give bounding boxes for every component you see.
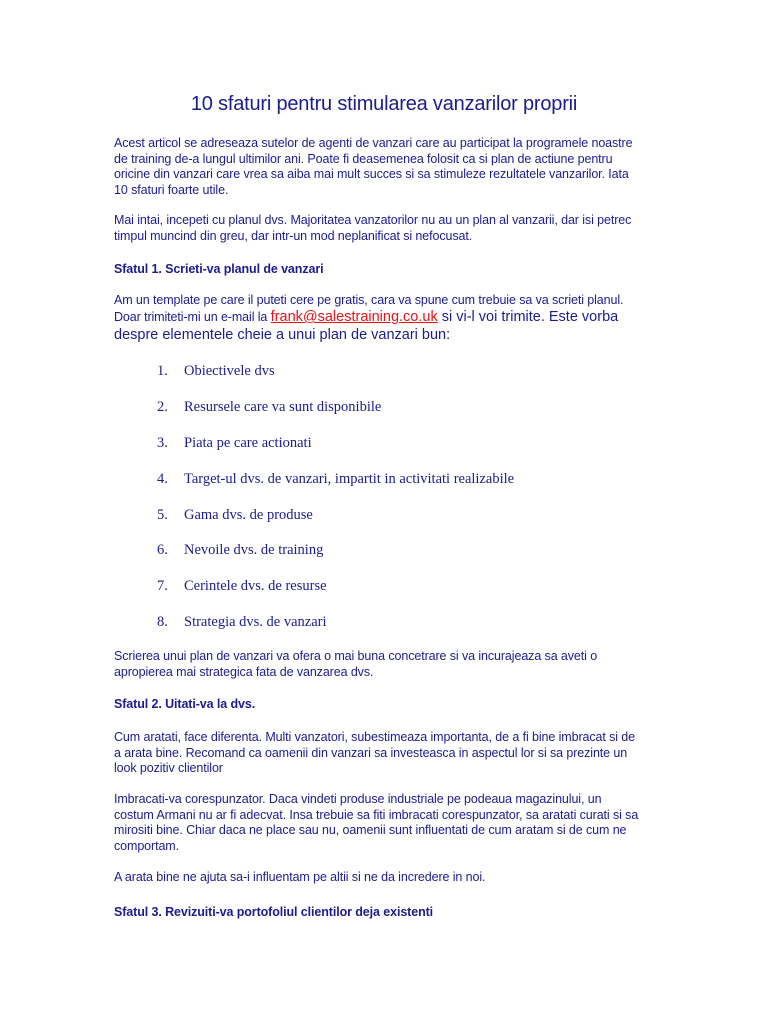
list-item-text: Obiectivele dvs	[184, 363, 275, 379]
list-item-number: 3.	[157, 435, 168, 451]
intro2-line: timpul muncind din greu, dar intr-un mod neplanificat si nefocusat.	[114, 228, 473, 243]
intro2-paragraph	[114, 213, 674, 244]
list-item	[157, 542, 323, 559]
list-item-text: Resursele care va sunt disponibile	[184, 399, 382, 415]
list-item-number: 2.	[157, 399, 168, 415]
tip2-paragraph-2: Imbracati-va corespunzator. Daca vindeti produse industriale pe podeaua magazinului, un costum Armani nu ar fi adecvat. Insa trebuie sa fiti imbracati corespunzator, sa aratati curati si sa mirositi bine. Chiar daca ne place sau nu, oamenii sunt influentati de cum aratam si de cum ne comportam.	[114, 792, 639, 853]
tip1-line3: despre elementele cheie a unui plan de vanzari bun:	[114, 327, 451, 343]
list-item-number: 4.	[157, 471, 168, 487]
tip2-paragraph-1: Cum aratati, face diferenta. Multi vanzatori, subestimeaza importanta, de a fi bine imbracat si de a arata bine. Recomand ca oamenii din vanzari sa investeasca in aspectul lor si sa prezinte un look pozitiv clientilor	[114, 730, 636, 775]
email-link[interactable]: frank@salestraining.co.uk	[270, 309, 438, 325]
tip1-line1: Am un template pe care il puteti cere pe gratis, cara va spune cum trebuie sa va scrieti planul.	[114, 293, 624, 307]
list-item-text: Cerintele dvs. de resurse	[184, 578, 327, 594]
intro-paragraph	[114, 136, 674, 198]
list-item	[157, 435, 312, 452]
list-item	[157, 578, 327, 595]
list-item	[157, 363, 275, 380]
list-item-number: 6.	[157, 542, 168, 558]
intro-line: 10 sfaturi foarte utile.	[114, 182, 229, 197]
list-item	[157, 471, 514, 488]
list-item	[157, 614, 327, 631]
list-item-number: 5.	[157, 507, 168, 523]
document-title: 10 sfaturi pentru stimularea vanzarilor proprii	[190, 93, 578, 115]
tip1-line2-suffix: si vi-l voi trimite. Este vorba	[437, 309, 619, 325]
intro-line: oricine din vanzari care vrea sa aiba mai mult succes si sa stimuleze rezultatele vanzarilor. Iata	[114, 167, 629, 181]
intro2-line: Mai intai, incepeti cu planul dvs. Majoritatea vanzatorilor nu au un plan al vanzarii, dar isi petrec	[114, 213, 632, 227]
intro-line: Acest articol se adreseaza sutelor de agenti de vanzari care au participat la programele noastre	[114, 136, 633, 150]
list-item-text: Nevoile dvs. de training	[184, 542, 324, 558]
tip1-line2-prefix: Doar trimiteti-mi un e-mail la	[114, 310, 271, 324]
list-item-number: 8.	[157, 614, 168, 630]
tip1-closing: Scrierea unui plan de vanzari va ofera o mai buna concetrare si va incurajeaza sa aveti o apropierea mai strategica fata de vanzarea dvs.	[114, 649, 598, 679]
list-item	[157, 399, 381, 416]
list-item-number: 7.	[157, 578, 168, 594]
intro-line: de training de-a lungul ultimilor ani. Poate fi deasemenea folosit ca si plan de actiune pentru	[114, 151, 613, 166]
list-item-text: Gama dvs. de produse	[184, 507, 313, 523]
list-item-number: 1.	[157, 363, 168, 379]
list-item-text: Piata pe care actionati	[184, 435, 312, 451]
list-item	[157, 507, 313, 524]
tip2-paragraph-3: A arata bine ne ajuta sa-i influentam pe altii si ne da incredere in noi.	[114, 870, 486, 884]
tip2-heading: Sfatul 2. Uitati-va la dvs.	[114, 697, 256, 711]
list-item-text: Strategia dvs. de vanzari	[184, 614, 327, 630]
tip1-line2	[114, 308, 618, 326]
list-item-text: Target-ul dvs. de vanzari, impartit in activitati realizabile	[184, 471, 515, 487]
tip3-heading: Sfatul 3. Revizuiti-va portofoliul clientilor deja existenti	[114, 905, 434, 919]
tip1-heading: Sfatul 1. Scrieti-va planul de vanzari	[114, 262, 324, 276]
